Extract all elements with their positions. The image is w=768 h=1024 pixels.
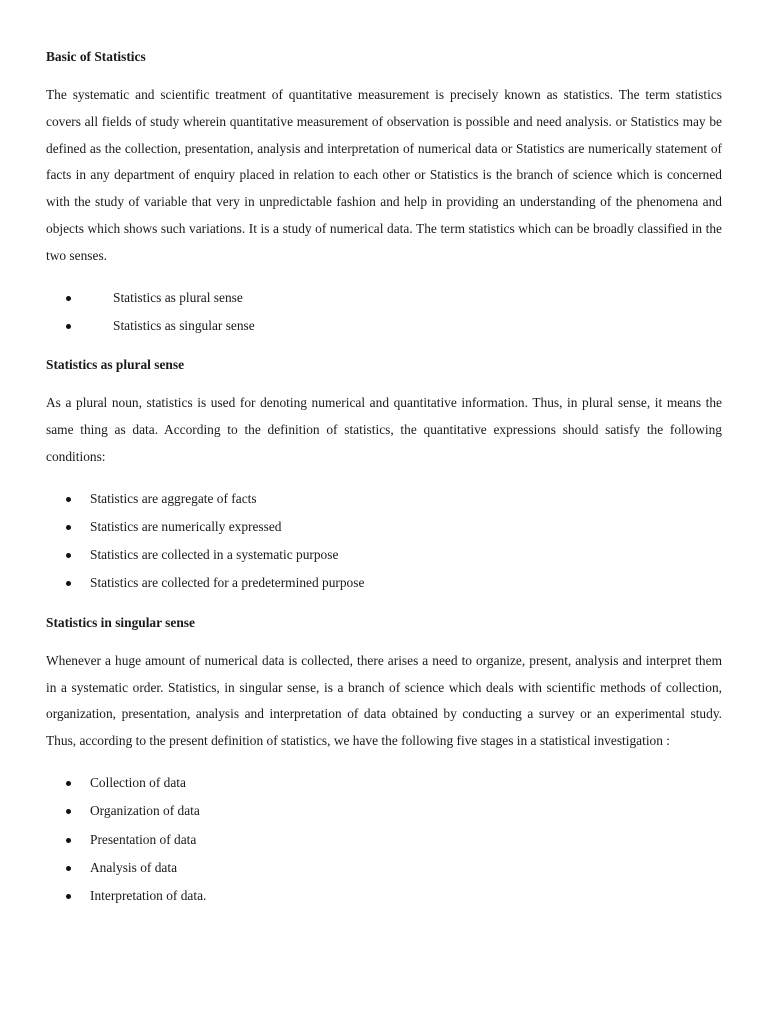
list-item-text: Organization of data <box>90 803 200 819</box>
list-item-text: Statistics are numerically expressed <box>90 518 282 534</box>
list-item <box>46 797 722 825</box>
bullet-list-conditions <box>46 477 722 606</box>
list-item-text: Statistics are collected in a systematic purpose <box>90 547 339 563</box>
section-heading-plural-sense: Statistics as plural sense <box>46 357 185 373</box>
bullet-icon <box>66 324 71 329</box>
list-item-text: Statistics as plural sense <box>113 289 243 305</box>
list-item-text: Statistics are collected for a predetermined purpose <box>90 575 365 591</box>
list-item-text: Statistics are aggregate of facts <box>90 490 257 506</box>
list-item <box>46 541 722 569</box>
list-item-text: Presentation of data <box>90 831 197 847</box>
bullet-icon <box>66 866 71 871</box>
section-paragraph-basic-of-statistics: The systematic and scientific treatment of quantitative measurement is precisely known as statistics. The term statistics covers all fields of study wherein quantitative measurement of observation is possible and need analysis. or Statistics may be defined as the collection, presentation, analysis and interpretation of numerical data or Statistics are numerically statement of facts in any department of enquiry placed in relation to each other or Statistics is the branch of science which is concerned with the study of variable that very in unpredictable fashion and help in providing an understanding of the phenomena and objects which shows such variations. It is a study of numerical data. The term statistics which can be broadly classified in the two senses. <box>46 87 722 263</box>
list-item <box>46 854 722 882</box>
section-heading-singular-sense: Statistics in singular sense <box>46 614 195 630</box>
bullet-list-stages <box>46 761 722 918</box>
section-paragraph-singular-sense: Whenever a huge amount of numerical data is collected, there arises a need to organize, present, analysis and interpret them in a systematic order. Statistics, in singular sense, is a branch of science which deals with scientific methods of collection, organization, presentation, analysis and interpretation of data obtained by conducting a survey or an experimental study. Thus, according to the present definition of statistics, we have the following five stages in a statistical investigation : <box>46 652 722 749</box>
list-item <box>46 769 722 797</box>
list-item <box>46 312 722 340</box>
bullet-icon <box>66 781 71 786</box>
bullet-icon <box>66 497 71 502</box>
list-item <box>46 882 722 910</box>
list-item <box>46 485 722 513</box>
bullet-icon <box>66 525 71 530</box>
list-item-text: Interpretation of data. <box>90 888 207 904</box>
list-item <box>46 284 722 312</box>
bullet-list-senses <box>46 276 722 349</box>
list-item <box>46 826 722 854</box>
document-page <box>46 40 722 918</box>
list-item <box>46 569 722 597</box>
section-paragraph-plural-sense: As a plural noun, statistics is used for denoting numerical and quantitative information. Thus, in plural sense, it means the same thing as data. According to the definition of statistics, the quantitative expressions should satisfy the following conditions: <box>46 395 722 464</box>
bullet-icon <box>66 838 71 843</box>
bullet-icon <box>66 296 71 301</box>
list-item-text: Statistics as singular sense <box>113 317 255 333</box>
section-heading-basic-of-statistics: Basic of Statistics <box>46 49 146 64</box>
list-item <box>46 513 722 541</box>
list-item-text: Collection of data <box>90 774 186 790</box>
list-item-text: Analysis of data <box>90 859 178 875</box>
